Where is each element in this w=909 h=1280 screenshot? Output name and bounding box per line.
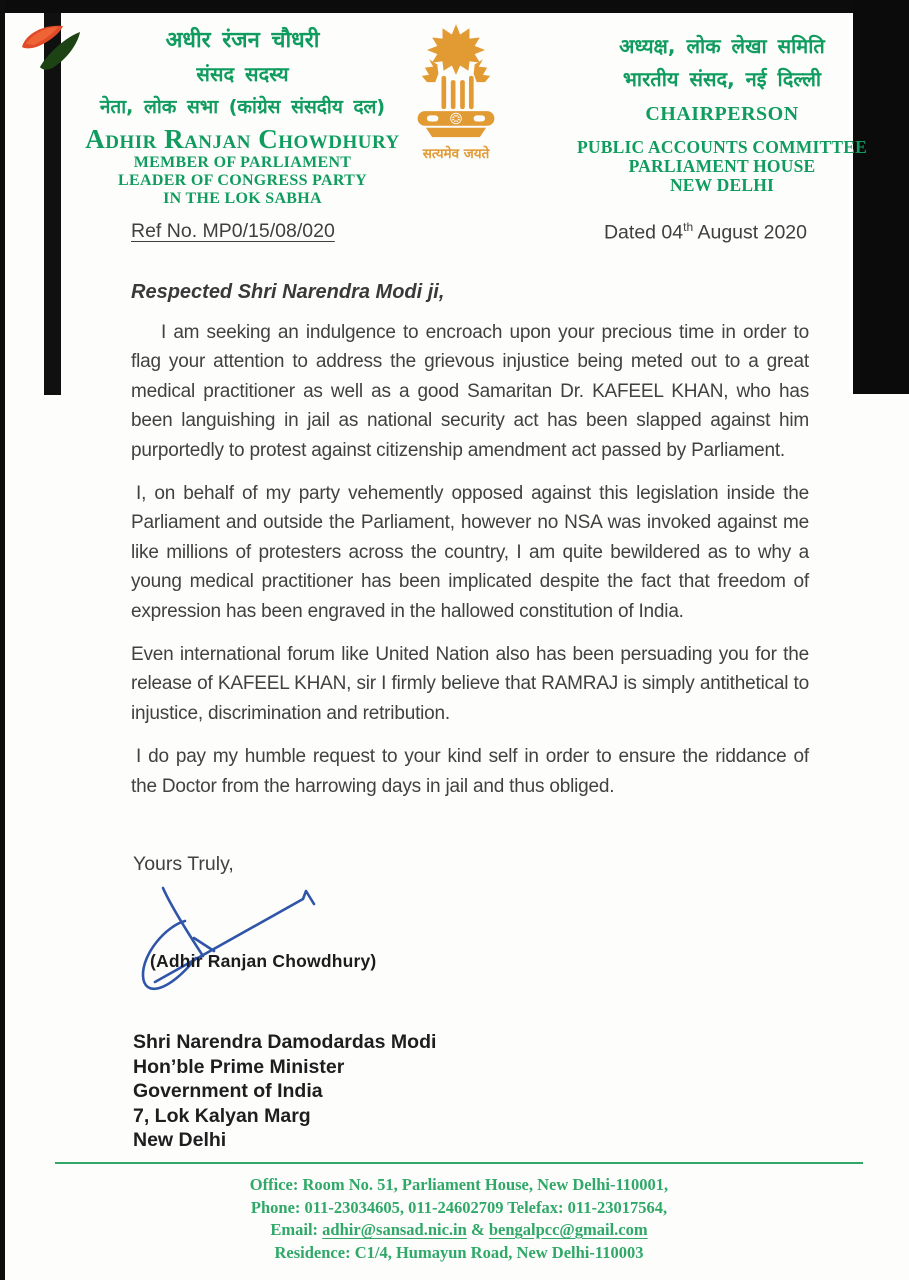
date-suffix: August 2020 bbox=[693, 221, 807, 244]
closing: Yours Truly, bbox=[133, 853, 234, 875]
recipient-city: New Delhi bbox=[133, 1129, 227, 1151]
footer-email-line bbox=[55, 1219, 863, 1242]
recipient-org: Government of India bbox=[133, 1080, 323, 1102]
sender-letterhead bbox=[85, 24, 400, 208]
office-building: PARLIAMENT HOUSE bbox=[628, 156, 816, 176]
letter-date bbox=[604, 220, 807, 245]
office-address-hindi: भारतीय संसद, नई दिल्ली bbox=[622, 67, 822, 91]
recipient-designation: Hon’ble Prime Minister bbox=[133, 1055, 345, 1078]
recipient-address bbox=[133, 1030, 436, 1153]
reference-number: Ref No. MP0/15/08/020 bbox=[131, 220, 335, 242]
office-committee: PUBLIC ACCOUNTS COMMITTEE bbox=[577, 137, 867, 157]
footer-email-separator: & bbox=[466, 1220, 489, 1239]
office-title-hindi: अध्यक्ष, लोक लेखा समिति bbox=[619, 34, 825, 58]
paragraph-1: I am seeking an indulgence to encroach upon your precious time in order to flag your attention to address the grievous injustice being meted out to a great medical practitioner as well as a good Samaritan Dr. KAFEEL KHAN, who has been languishing in jail as national security act has been slapped against him purportedly to protest against citizenship amendment act passed by Parliament. bbox=[131, 322, 809, 461]
sender-leader-hindi: नेता, लोक सभा (कांग्रेस संसदीय दल) bbox=[99, 96, 386, 118]
footer-divider bbox=[55, 1162, 863, 1164]
footer-email-1: adhir@sansad.nic.in bbox=[322, 1220, 467, 1239]
letter-body bbox=[131, 318, 809, 815]
sender-title-3: IN THE LOK SABHA bbox=[163, 190, 322, 207]
footer-phone: Phone: 011-23034605, 011-24602709 Telefax: 011-23017564, bbox=[250, 1197, 668, 1217]
sender-title-2: LEADER OF CONGRESS PARTY bbox=[118, 172, 367, 189]
office-letterhead bbox=[563, 30, 881, 195]
recipient-street: 7, Lok Kalyan Marg bbox=[133, 1104, 311, 1127]
footer-contact bbox=[55, 1174, 863, 1264]
salutation: Respected Shri Narendra Modi ji, bbox=[131, 281, 445, 303]
footer-email-label: Email: bbox=[270, 1220, 323, 1239]
scan-border-top bbox=[0, 0, 909, 13]
sender-name: Adhir Ranjan Chowdhury bbox=[85, 124, 400, 154]
paragraph-4: I do pay my humble request to your kind self in order to ensure the riddance of the Doctor from the harrowing days in jail and thus obliged. bbox=[131, 746, 809, 797]
emblem-motto: सत्यमेव जयते bbox=[422, 145, 490, 162]
paragraph-2: I, on behalf of my party vehemently opposed against this legislation inside the Parliament and outside the Parliament, however no NSA was invoked against me like millions of protesters across the country, I am quite bewildered as to why a young medical practitioner has been implicated despite the fact that freedom of expression has been engraved in the hallowed constitution of India. bbox=[131, 483, 809, 622]
date-ordinal: th bbox=[683, 220, 694, 234]
reference-row bbox=[131, 220, 807, 245]
sender-title-1: MEMBER OF PARLIAMENT bbox=[133, 154, 352, 171]
office-chairperson: CHAIRPERSON bbox=[645, 103, 799, 125]
date-prefix: Dated 04 bbox=[603, 221, 684, 244]
footer-email-2: bengalpcc@gmail.com bbox=[488, 1220, 648, 1239]
sender-role-hindi: संसद सदस्य bbox=[196, 62, 289, 86]
national-emblem-icon bbox=[404, 22, 508, 167]
flag-brush-icon bbox=[18, 20, 90, 82]
office-city: NEW DELHI bbox=[669, 175, 775, 195]
sender-name-hindi: अधीर रंजन चौधरी bbox=[165, 28, 320, 53]
signatory-name: (Adhir Ranjan Chowdhury) bbox=[150, 951, 377, 971]
recipient-name: Shri Narendra Damodardas Modi bbox=[133, 1031, 437, 1053]
signature-ink-icon bbox=[130, 872, 350, 1012]
footer-residence: Residence: C1/4, Humayun Road, New Delhi-110003 bbox=[274, 1242, 644, 1262]
paragraph-3: Even international forum like United Nation also has been persuading you for the release of KAFEEL KHAN, sir I firmly believe that RAMRAJ is simply antithetical to injustice, discrimination and retribution. bbox=[131, 644, 809, 724]
scan-border-left-edge bbox=[0, 0, 5, 1280]
footer-office: Office: Room No. 51, Parliament House, New Delhi-110001, bbox=[249, 1175, 669, 1194]
